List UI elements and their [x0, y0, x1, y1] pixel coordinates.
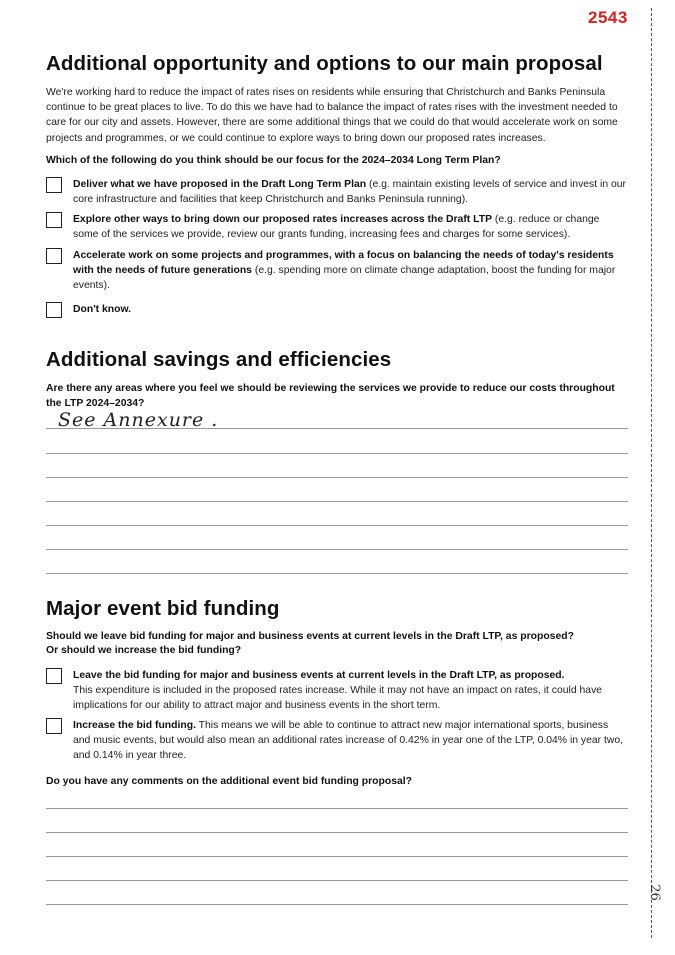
option-label: Accelerate work on some projects and programmes, with a focus on balancing the needs of today's residents with the needs of future generations (e.g. spending more on climate change adaptation, boost the funding for major events). [73, 250, 616, 291]
option-label: Increase the bid funding. This means we will be able to continue to attract new major international sports, business and music events, but would also mean an additional rates increase of 0.42% in year one of the LTP, 0.04% in year two, and 0.14% in year three. [73, 720, 624, 761]
answer-line[interactable] [46, 573, 628, 574]
comments-question: Do you have any comments on the additional event bid funding proposal? [46, 776, 413, 787]
checkbox[interactable] [46, 668, 62, 684]
page-number: 2543 [588, 8, 628, 27]
answer-line[interactable] [46, 880, 628, 881]
option-label: Don't know. [73, 304, 132, 315]
answer-line[interactable] [46, 525, 628, 526]
checkbox[interactable] [46, 248, 62, 264]
option-label: Deliver what we have proposed in the Draft Long Term Plan (e.g. maintain existing levels of service and invest in our core infrastructure and facilities that keep Christchurch and Banks Peninsula running). [73, 179, 627, 205]
side-margin-mark: 26 [646, 884, 662, 901]
answer-line[interactable] [46, 832, 628, 833]
answer-line[interactable] [46, 856, 628, 857]
option-label: Explore other ways to bring down our proposed rates increases across the Draft LTP (e.g. reduce or change some of the services we provide, review our grants funding, increasing fees and charges for some services). [73, 214, 600, 240]
focus-question: Which of the following do you think should be our focus for the 2024–2034 Long Term Plan? [46, 155, 501, 166]
section-heading-savings: Additional savings and efficiencies [46, 348, 392, 371]
savings-question: Are there any areas where you feel we should be reviewing the services we provide to reduce our costs throughout the LTP 2024–2034? [46, 383, 615, 409]
answer-line[interactable] [46, 453, 628, 454]
answer-line[interactable] [46, 904, 628, 905]
answer-line[interactable] [46, 549, 628, 550]
bid-funding-question-2: Or should we increase the bid funding? [46, 645, 242, 656]
section-heading-additional-opportunity: Additional opportunity and options to our main proposal [46, 52, 603, 75]
section-intro-text: We're working hard to reduce the impact of rates rises on residents while ensuring that Christchurch and Banks Peninsula continue to be great places to live. To do this we have had to balance the impact of rates rises with the investment needed to care for our city and assets. However, there are some additional things that we could do that would accelerate work on some projects and programmes, or we could continue to explore ways to bring down our proposed rates increases. [46, 87, 618, 144]
section-heading-bid-funding: Major event bid funding [46, 597, 280, 620]
bid-funding-question-1: Should we leave bid funding for major and business events at current levels in the Draft LTP, as proposed? [46, 631, 574, 642]
handwritten-answer: See Annexure . [58, 409, 219, 431]
checkbox[interactable] [46, 177, 62, 193]
perforation-line [651, 8, 652, 938]
checkbox[interactable] [46, 212, 62, 228]
answer-line[interactable] [46, 808, 628, 809]
checkbox[interactable] [46, 302, 62, 318]
answer-line[interactable] [46, 428, 628, 429]
answer-line[interactable] [46, 477, 628, 478]
answer-line[interactable] [46, 501, 628, 502]
checkbox[interactable] [46, 718, 62, 734]
option-label: Leave the bid funding for major and business events at current levels in the Draft LTP, as proposed. This expenditure is included in the proposed rates increase. While it may not have an impact on rates, it could have implications for our ability to attract major and business events in the short term. [73, 670, 603, 711]
